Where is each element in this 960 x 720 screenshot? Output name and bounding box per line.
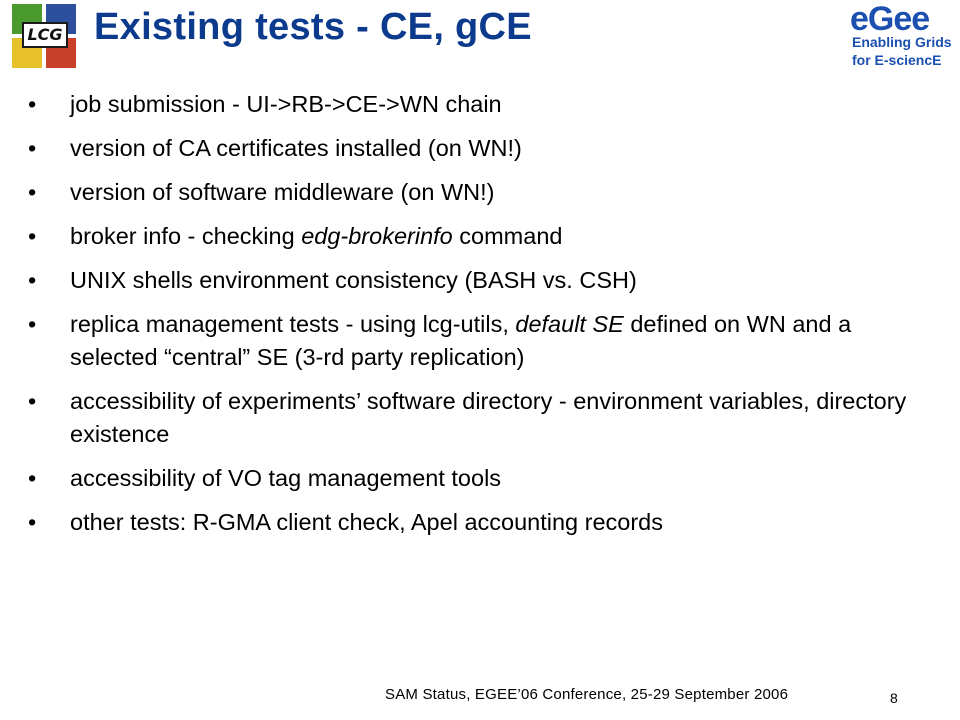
bullet-icon: • — [28, 267, 37, 293]
list-item: • other tests: R-GMA client check, Apel accounting records — [28, 506, 928, 539]
bullet-icon: • — [28, 388, 37, 414]
lcg-logo-text: LCG — [22, 22, 68, 48]
egee-logo — [846, 0, 952, 72]
lcg-logo — [12, 4, 78, 70]
bullet-icon: • — [28, 223, 37, 249]
bullet-icon: • — [28, 311, 37, 337]
list-item: • replica management tests - using lcg-utils, default SE defined on WN and a selected “central” SE (3-rd party replication) — [28, 308, 928, 374]
list-item: • version of software middleware (on WN!) — [28, 176, 928, 209]
egee-logo-line2: for E-sciencE — [852, 52, 942, 68]
page-title: Existing tests - CE, gCE — [94, 6, 532, 48]
list-item: • accessibility of experiments’ software directory - environment variables, directory existence — [28, 385, 928, 451]
footer-text: SAM Status, EGEE’06 Conference, 25-29 September 2006 — [385, 686, 789, 703]
bullet-icon: • — [28, 179, 37, 205]
list-item: • accessibility of VO tag management tools — [28, 462, 928, 495]
list-item: • version of CA certificates installed (on WN!) — [28, 132, 928, 165]
bullet-icon: • — [28, 135, 37, 161]
egee-logo-line1: Enabling Grids — [852, 34, 952, 50]
bullet-icon: • — [28, 509, 37, 535]
egee-logo-word: eGee — [850, 0, 930, 38]
list-item: • UNIX shells environment consistency (BASH vs. CSH) — [28, 264, 928, 297]
list-item: • broker info - checking edg-brokerinfo command — [28, 220, 928, 253]
page-number: 8 — [890, 690, 898, 706]
list-item: • job submission - UI->RB->CE->WN chain — [28, 88, 928, 121]
bullet-icon: • — [28, 465, 37, 491]
bullet-icon: • — [28, 91, 37, 117]
bullet-list — [28, 88, 928, 550]
